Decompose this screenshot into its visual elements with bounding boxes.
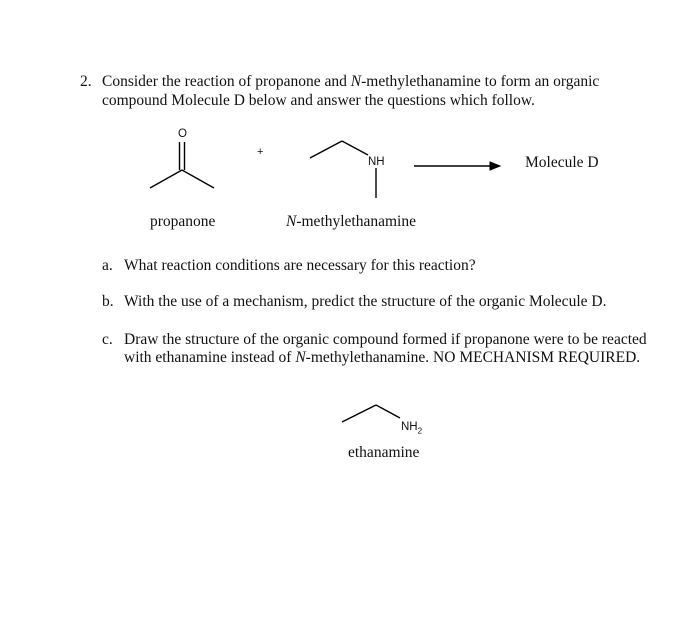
label-amine-rest: -methylethanamine [296,213,416,230]
part-c-marker: c. [102,331,113,348]
part-a-text: What reaction conditions are necessary for this reaction? [124,257,476,274]
part-c-text-line2 [124,348,640,368]
part-a-marker: a. [102,257,113,274]
part-c-line2-a: with ethanamine instead of [124,349,296,366]
propanone-oxygen-label: O [178,128,187,140]
product-label: Molecule D [525,154,599,171]
ethanamine-label: ethanamine [348,444,420,461]
intro-text-a: Consider the reaction of propanone and [102,73,351,90]
n-methylethanamine-label [286,212,416,232]
ethanamine-nh-text: NH [401,421,418,433]
propanone-bond-left [150,170,182,188]
amine-bond-ch3-ch2 [310,141,342,158]
part-c-text-line1: Draw the structure of the organic compound formed if propanone were to be reacted [124,331,647,348]
reaction-arrow [412,158,504,174]
ethanamine-nh2-label [401,421,422,437]
arrow-head [490,162,500,170]
ethanamine-bond-ch3-ch2 [342,405,376,422]
part-c-line2-b: -methylethanamine. NO MECHANISM REQUIRED. [305,349,641,366]
question-intro-line2: compound Molecule D below and answer the questions which follow. [102,92,535,109]
propanone-bond-right [182,170,214,188]
intro-italic-n: N [350,73,362,90]
ethanamine-structure [338,398,408,428]
plus-sign: + [257,146,264,158]
amine-bond-ch2-n [342,141,368,155]
intro-text-b: -methylethanamine to form an organic [361,73,600,90]
amine-nh-label: NH [368,156,385,168]
question-intro-line1 [102,72,599,92]
ethanamine-bond-ch2-n [376,405,400,418]
question-number: 2. [80,73,92,90]
propanone-label: propanone [150,213,216,230]
ethanamine-subscript: 2 [417,426,423,436]
label-italic-n: N [286,213,297,230]
part-c-italic-n: N [295,349,306,366]
part-b-text: With the use of a mechanism, predict the structure of the organic Molecule D. [124,293,607,310]
part-b-marker: b. [102,293,114,310]
